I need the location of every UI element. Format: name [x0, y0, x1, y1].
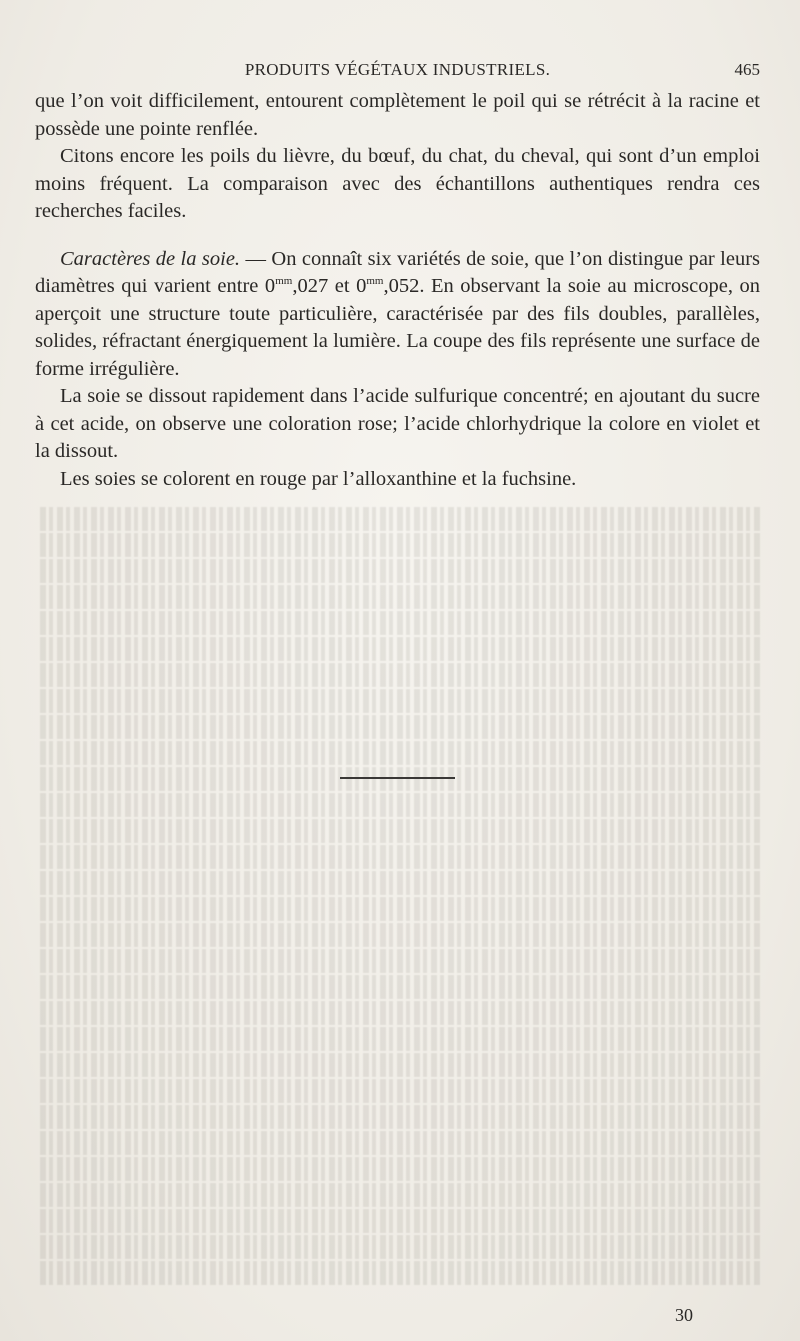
silk-text-pre: On connaît six variétés de soie, que l’on distingue par leurs diamètres qui varient entre 0	[35, 247, 761, 297]
section-rule	[340, 777, 455, 779]
silk-text-mid: ,027 et 0	[292, 275, 367, 297]
unit-mm-2: mm	[366, 275, 384, 288]
signature-number: 30	[675, 1305, 693, 1325]
page-number: 465	[734, 60, 760, 79]
heading-dash: —	[240, 247, 272, 270]
page-header	[35, 58, 760, 84]
paragraph-continuation: que l’on voit difficilement, entourent complètement le poil qui se rétrécit à la racine et possède une pointe renflée.	[35, 90, 760, 140]
paragraph-other-hairs: Citons encore les poils du lièvre, du bœuf, du chat, du cheval, qui sont d’un emploi moins fréquent. La comparaison avec des échantillons authentiques rendra ces recherches faciles.	[35, 145, 760, 222]
body-text	[35, 88, 760, 493]
silk-text-post: ,052. En observant la soie au microscope, on aperçoit une structure toute particulière, caractérisée par des fils doubles, parallèles, solides, réfractant énergiquement la lumière. La coupe des fils représente une surface de forme irrégulière.	[35, 275, 760, 380]
paragraph-silk-dissolution: La soie se dissout rapidement dans l’acide sulfurique concentré; en ajoutant du sucre à cet acide, on observe une coloration rose; l’acide chlorhydrique la colore en violet et la dissout.	[35, 385, 760, 462]
paragraph-silk-coloration: Les soies se colorent en rouge par l’alloxanthine et la fuchsine.	[60, 467, 577, 490]
section-heading: Caractères de la soie.	[60, 247, 241, 270]
show-through-text	[40, 505, 760, 1295]
running-head: PRODUITS VÉGÉTAUX INDUSTRIELS.	[244, 60, 551, 79]
unit-mm: mm	[275, 275, 293, 288]
paragraph-silk-characteristics	[35, 246, 760, 384]
